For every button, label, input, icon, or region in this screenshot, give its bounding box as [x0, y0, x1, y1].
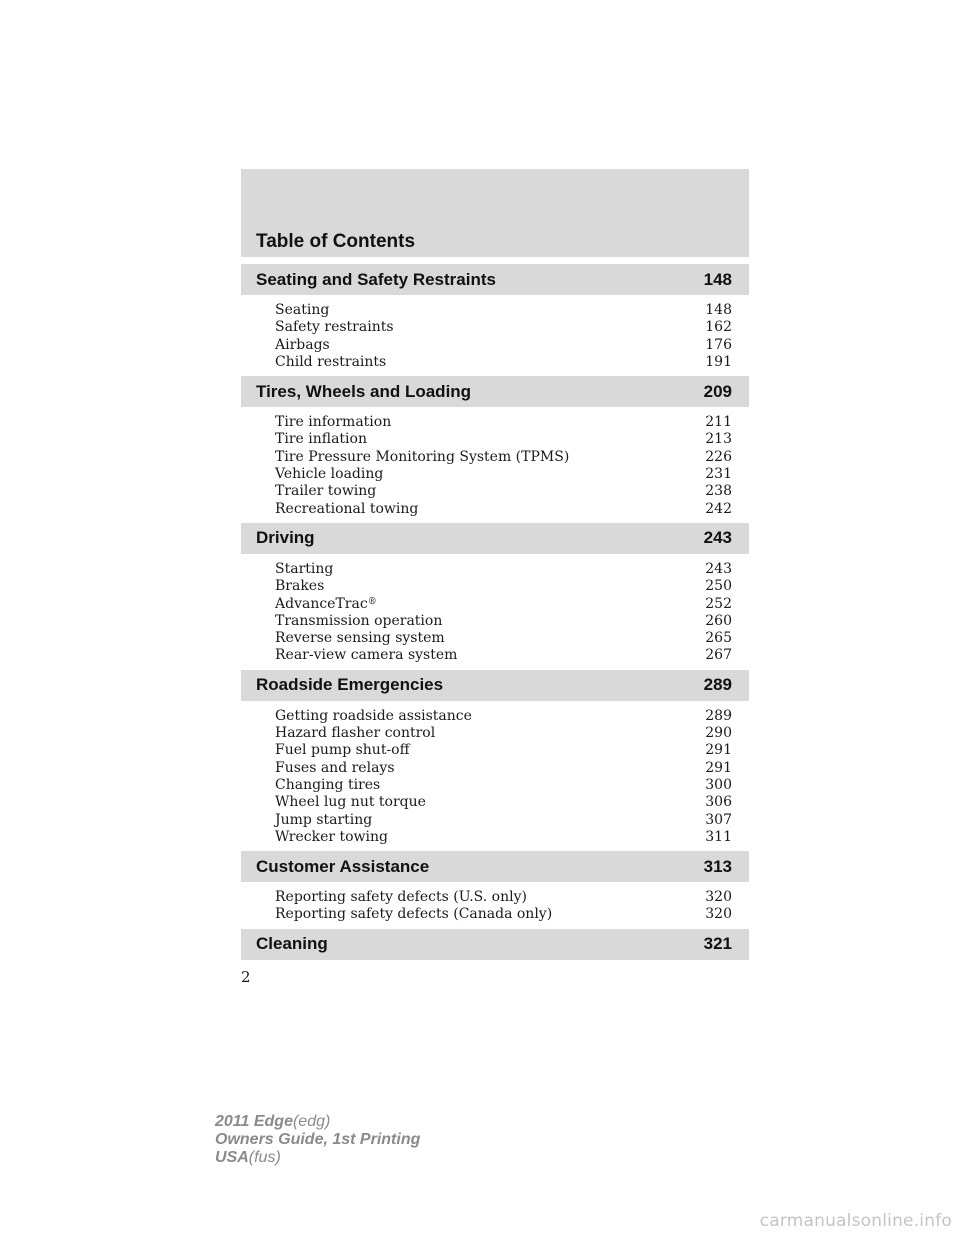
- toc-entry[interactable]: [275, 302, 732, 319]
- entry-page: 252: [705, 595, 732, 612]
- entry-label: [275, 578, 324, 595]
- toc-entry[interactable]: [275, 630, 732, 647]
- entry-page: 320: [705, 889, 732, 906]
- entry-page: 226: [705, 448, 732, 465]
- entry-page: 306: [705, 794, 732, 811]
- entry-label-text: Reporting safety defects (Canada only): [275, 906, 553, 923]
- section-page: 321: [703, 934, 732, 954]
- entry-page: 291: [705, 742, 732, 759]
- entry-list: [241, 701, 749, 851]
- entry-label-text: Reporting safety defects (U.S. only): [275, 889, 527, 906]
- entry-label: [275, 501, 418, 518]
- entry-page: 300: [705, 776, 732, 793]
- entry-page: 291: [705, 759, 732, 776]
- section-heading[interactable]: [241, 523, 749, 554]
- entry-label-text: Recreational towing: [275, 500, 419, 517]
- page-title: Table of Contents: [256, 231, 416, 252]
- entry-label: [275, 812, 372, 829]
- entry-list: [241, 554, 749, 670]
- entry-label: [275, 483, 376, 500]
- entry-page: 307: [705, 811, 732, 828]
- section-title: Customer Assistance: [256, 856, 430, 876]
- entry-page: 260: [705, 612, 732, 629]
- entry-label: [275, 431, 367, 448]
- entry-label-text: Vehicle loading: [275, 466, 384, 483]
- entry-page: 176: [705, 336, 732, 353]
- section-page: 289: [703, 675, 732, 695]
- watermark: carmanualsonline.info: [759, 1211, 952, 1231]
- toc-entry[interactable]: [275, 501, 732, 518]
- entry-label: [275, 742, 410, 759]
- footer-market: USA: [215, 1149, 249, 1166]
- entry-label: [275, 561, 333, 578]
- entry-page: 320: [705, 906, 732, 923]
- toc-entry[interactable]: [275, 561, 732, 578]
- section-heading[interactable]: [241, 376, 749, 407]
- entry-label: [275, 760, 395, 777]
- toc-entry[interactable]: [275, 578, 732, 595]
- footer-line-model: [215, 1113, 420, 1131]
- entry-page: 265: [705, 630, 732, 647]
- entry-label-text: Tire Pressure Monitoring System (TPMS): [275, 448, 570, 465]
- entry-label-text: Changing tires: [275, 776, 381, 793]
- toc-entry[interactable]: [275, 596, 732, 613]
- entry-label: [275, 906, 552, 923]
- entry-page: 290: [705, 725, 732, 742]
- entry-label-text: Seating: [275, 302, 330, 318]
- entry-page: 162: [705, 319, 732, 336]
- entry-label: [275, 466, 383, 483]
- toc-entry[interactable]: [275, 483, 732, 500]
- entry-label: [275, 794, 426, 811]
- toc-entry[interactable]: [275, 414, 732, 431]
- section-heading[interactable]: [241, 929, 749, 960]
- entry-label: [275, 708, 472, 725]
- entry-page: 289: [705, 707, 732, 724]
- section-title: Driving: [256, 528, 315, 548]
- entry-label: [275, 414, 391, 431]
- entry-page: 311: [705, 828, 732, 845]
- section-heading[interactable]: [241, 670, 749, 701]
- entry-label-text: Getting roadside assistance: [275, 707, 472, 724]
- toc-entry[interactable]: [275, 431, 732, 448]
- entry-label-text: Starting: [275, 560, 334, 577]
- toc-entry[interactable]: [275, 760, 732, 777]
- toc-entry[interactable]: [275, 742, 732, 759]
- toc-section: [241, 851, 749, 929]
- toc-entry[interactable]: [275, 708, 732, 725]
- toc-entry[interactable]: [275, 829, 732, 846]
- section-heading[interactable]: [241, 851, 749, 882]
- entry-label-text: Rear-view camera system: [275, 647, 458, 664]
- entry-page: 242: [705, 500, 732, 517]
- toc-entry[interactable]: [275, 319, 732, 336]
- entry-label-text: Wheel lug nut torque: [275, 794, 426, 811]
- toc-entry[interactable]: [275, 354, 732, 371]
- footer-edition: Owners Guide, 1st Printing: [215, 1131, 421, 1148]
- entry-label: [275, 449, 569, 466]
- table-of-contents: [241, 264, 749, 960]
- entry-label: [275, 337, 330, 354]
- entry-page: 250: [705, 578, 732, 595]
- entry-page: 211: [705, 414, 732, 431]
- entry-page: 243: [705, 560, 732, 577]
- section-title: Roadside Emergencies: [256, 675, 444, 695]
- entry-page: 191: [705, 353, 732, 370]
- entry-label-text: Brakes: [275, 578, 325, 595]
- entry-label-text: Wrecker towing: [275, 828, 388, 845]
- toc-entry[interactable]: [275, 725, 732, 742]
- toc-entry[interactable]: [275, 337, 732, 354]
- footer-model-code: (edg): [292, 1113, 331, 1130]
- section-page: 209: [703, 381, 732, 401]
- entry-page: 213: [705, 431, 732, 448]
- entry-label-text: Fuel pump shut-off: [275, 742, 410, 759]
- entry-label: [275, 596, 377, 613]
- toc-entry[interactable]: [275, 613, 732, 630]
- toc-section: [241, 376, 749, 523]
- toc-entry[interactable]: [275, 777, 732, 794]
- entry-label-text: Trailer towing: [275, 483, 377, 500]
- registered-mark: ®: [367, 596, 377, 607]
- entry-label: [275, 319, 394, 336]
- entry-label-text: Tire inflation: [275, 431, 367, 448]
- footer-line-edition: [215, 1131, 420, 1149]
- entry-label: [275, 630, 445, 647]
- page-number: 2: [241, 968, 251, 986]
- entry-label-text: AdvanceTrac: [275, 595, 368, 612]
- section-page: 313: [703, 856, 732, 876]
- toc-entry[interactable]: [275, 647, 732, 664]
- entry-label: [275, 613, 442, 630]
- footer-line-market: [215, 1149, 420, 1167]
- entry-label: [275, 889, 527, 906]
- entry-list: [241, 295, 749, 376]
- entry-label-text: Hazard flasher control: [275, 725, 436, 742]
- entry-label-text: Jump starting: [275, 811, 373, 828]
- footer-market-code: (fus): [248, 1149, 281, 1166]
- toc-section: [241, 929, 749, 960]
- section-title: Seating and Safety Restraints: [256, 269, 496, 289]
- entry-label: [275, 302, 329, 319]
- toc-section: [241, 670, 749, 851]
- entry-label-text: Tire information: [275, 414, 392, 431]
- section-title: Tires, Wheels and Loading: [256, 381, 472, 401]
- toc-entry[interactable]: [275, 906, 732, 923]
- entry-page: 231: [705, 466, 732, 483]
- entry-list: [241, 882, 749, 929]
- entry-page: 148: [705, 302, 732, 318]
- print-footer: [215, 1113, 420, 1167]
- entry-label-text: Airbags: [275, 336, 330, 353]
- section-heading[interactable]: [241, 264, 749, 295]
- entry-label-text: Child restraints: [275, 353, 387, 370]
- entry-label-text: Fuses and relays: [275, 759, 395, 776]
- toc-entry[interactable]: [275, 449, 732, 466]
- entry-page: 238: [705, 483, 732, 500]
- entry-label-text: Transmission operation: [275, 612, 443, 629]
- toc-entry[interactable]: [275, 794, 732, 811]
- entry-label-text: Reverse sensing system: [275, 630, 445, 647]
- toc-entry[interactable]: [275, 889, 732, 906]
- toc-entry[interactable]: [275, 466, 732, 483]
- footer-model: 2011 Edge: [215, 1113, 293, 1130]
- section-page: 243: [703, 528, 732, 548]
- toc-entry[interactable]: [275, 812, 732, 829]
- header-band: [241, 169, 749, 257]
- entry-label: [275, 725, 435, 742]
- toc-section: [241, 264, 749, 376]
- entry-page: 267: [705, 647, 732, 664]
- entry-label: [275, 829, 388, 846]
- section-page: 148: [703, 269, 732, 289]
- entry-label: [275, 354, 386, 371]
- entry-label-text: Safety restraints: [275, 319, 394, 336]
- entry-list: [241, 407, 749, 523]
- toc-section: [241, 523, 749, 670]
- entry-label: [275, 777, 380, 794]
- entry-label: [275, 647, 457, 664]
- section-title: Cleaning: [256, 934, 328, 954]
